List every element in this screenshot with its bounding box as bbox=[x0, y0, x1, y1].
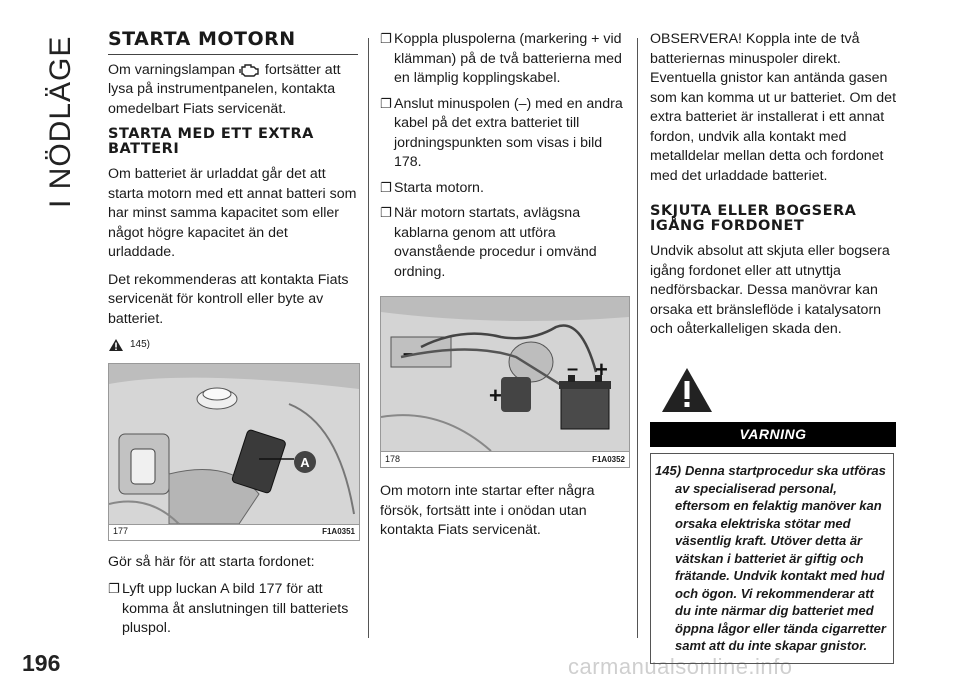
figure-178 bbox=[380, 296, 630, 468]
column-2 bbox=[380, 30, 625, 549]
paragraph-2: Det rekommenderas att kontakta Fiats servicenät för kontroll eller byte av batteriet. bbox=[108, 271, 349, 327]
checkbox-bullet-icon: ❐ bbox=[380, 95, 392, 111]
observera-paragraph: OBSERVERA! Koppla inte de två batteriernas minuspoler direkt. Eventuella gnistor kan antända gasen som kan komma ut ur batteriet. Om det extra batteriet är installerat i ett annat fordon, undvik alla kontakt med metalldelar mellan detta och fordonet med det urladdade batteriet. bbox=[650, 31, 897, 184]
checkbox-bullet-icon: ❐ bbox=[380, 31, 392, 46]
figure-caption: 178 F1A0352 bbox=[381, 451, 629, 467]
column-divider-1 bbox=[368, 38, 369, 638]
section-tab-label: I NÖDLÄGE bbox=[44, 35, 77, 208]
subsection-title-jumpstart: STARTA MED ETT EXTRA BATTERI bbox=[108, 126, 314, 157]
jumpstart-illustration bbox=[381, 297, 629, 451]
warning-triangle-icon bbox=[660, 366, 714, 414]
checkbox-bullet-icon: ❐ bbox=[108, 581, 120, 596]
bullet-item: ❐ När motorn startats, avlägsna kablarna genom att utföra ovanstående procedur i omvänd ordning. bbox=[380, 205, 597, 280]
checkbox-bullet-icon: ❐ bbox=[380, 205, 392, 220]
column-divider-2 bbox=[637, 38, 638, 638]
subsection-title-push-tow: SKJUTA ELLER BOGSERA IGÅNG FORDONET bbox=[650, 203, 857, 234]
column-3 bbox=[650, 30, 898, 664]
section-tab bbox=[36, 30, 86, 220]
minus-label: – bbox=[403, 343, 414, 363]
paragraph-no-start: Om motorn inte startar efter några försök, fortsätt inte i onödan utan kontakta Fiats servicenät. bbox=[380, 483, 595, 538]
intro-paragraph: Om varningslampan fortsätter att lysa på instrumentpanelen, kontakta omedelbart Fiats servicenät. bbox=[108, 61, 341, 117]
warning-header: VARNING bbox=[650, 422, 896, 448]
paragraph-3: Gör så här för att starta fordonet: bbox=[108, 553, 315, 570]
paragraph-1: Om batteriet är urladdat går det att starta motorn med ett annat batteri som har minst samma kapacitet som eller något högre kapacitet än det urladdade. bbox=[108, 166, 357, 260]
engine-warning-icon bbox=[239, 62, 261, 78]
bullet-item: ❐ Lyft upp luckan A bild 177 för att komma åt anslutningen till batteriets pluspol. bbox=[108, 581, 349, 636]
note-reference: 145) bbox=[108, 335, 358, 355]
column-1 bbox=[108, 30, 358, 645]
figure-label-a: A bbox=[300, 454, 310, 470]
bullet-item: ❐ Koppla pluspolerna (markering + vid klämman) på de två batterierna med en lämplig kopplingskabel. bbox=[380, 31, 622, 86]
paragraph-push-tow: Undvik absolut att skjuta eller bogsera igång fordonet eller att utnyttja nedförsbackar. Dessa manövrar kan orsaka ett bränsleflöde i katalysatorn och oåterkalleligen skada den. bbox=[650, 243, 890, 337]
vehicle-plus-label: + bbox=[489, 383, 502, 408]
figure-177 bbox=[108, 363, 360, 541]
page-number: 196 bbox=[22, 650, 61, 676]
engine-bay-illustration bbox=[109, 364, 359, 524]
warning-icon-wrap bbox=[650, 366, 906, 414]
section-title: STARTA MOTORN bbox=[108, 30, 358, 55]
battery-plus-label: + bbox=[595, 357, 608, 382]
warning-box: 145) Denna startprocedur ska utföras av specialiserad personal, eftersom en felaktig manöver kan orsaka elektriska stötar med väsentlig kraft. Utöver detta är vätskan i batteriet är giftig och frätande. Undvik kontakt med hud och ögon. Vi rekommenderar att du inte närmar dig batteriet med öppna lågor eller tända cigarretter samt att du inte skapar gnistor. bbox=[650, 453, 894, 664]
warning-triangle-icon bbox=[108, 338, 124, 352]
figure-caption: 177 F1A0351 bbox=[109, 524, 359, 540]
bullet-item: ❐ Anslut minuspolen (–) med en andra kabel på det extra batteriet till jordningspunkten som visas i bild 178. bbox=[380, 95, 623, 170]
battery-minus-label: – bbox=[567, 358, 579, 380]
bullet-item: ❐ Starta motorn. bbox=[380, 179, 484, 196]
checkbox-bullet-icon: ❐ bbox=[380, 179, 392, 195]
watermark: carmanualsonline.info bbox=[568, 654, 793, 679]
